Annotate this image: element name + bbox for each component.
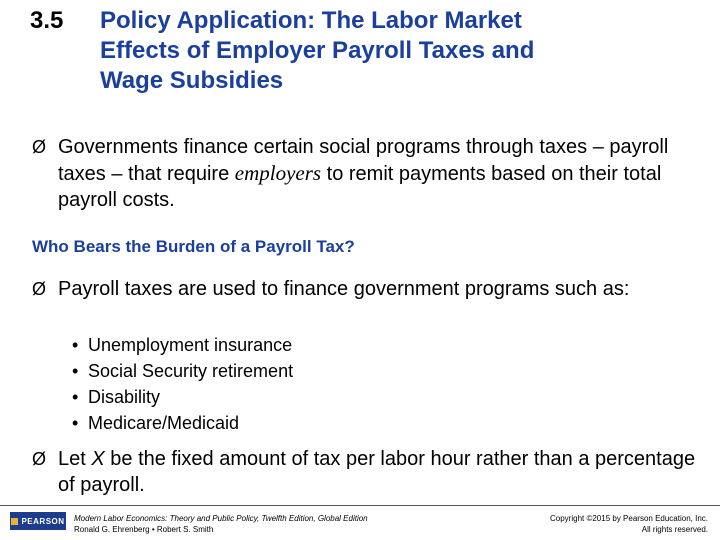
- bullet-1-text-after: to remit payments based on their total payroll costs.: [58, 163, 662, 211]
- pearson-logo: PEARSON: [10, 512, 66, 530]
- title-line-3: Wage Subsidies: [100, 67, 284, 94]
- arrow-bullet-icon: Ø: [32, 449, 47, 469]
- footer-book-title: Modern Labor Economics: Theory and Public Policy, Twelfth Edition, Global Edition: [74, 514, 368, 523]
- bullet-dot-icon: •: [72, 335, 79, 355]
- arrow-bullet-icon: Ø: [32, 279, 47, 299]
- list-item: • Medicare/Medicaid: [72, 410, 293, 436]
- title-line-2: Effects of Employer Payroll Taxes and: [100, 37, 535, 64]
- bullet-dot-icon: •: [72, 361, 79, 381]
- bullet-3-variable: X: [91, 448, 105, 470]
- bullet-governments: [32, 134, 702, 213]
- bullet-1-text-before: Governments finance certain social programs through taxes – payroll taxes – that require: [58, 136, 669, 185]
- slide-title: [30, 6, 710, 96]
- footer-authors: Ronald G. Ehrenberg • Robert S. Smith: [74, 525, 214, 534]
- bullet-let-x: [32, 446, 702, 498]
- bullet-2-text: Payroll taxes are used to finance government programs such as:: [58, 278, 630, 300]
- pearson-logo-icon: [11, 518, 18, 525]
- bullet-3-text-after: be the fixed amount of tax per labor hour rather than a percentage of payroll.: [58, 448, 696, 496]
- footer-citation: [74, 513, 368, 535]
- bullet-1-emphasis: employers: [234, 161, 322, 185]
- footer-divider: [0, 505, 720, 506]
- footer-rights-line: All rights reserved.: [641, 525, 708, 534]
- list-item: • Disability: [72, 384, 293, 410]
- arrow-bullet-icon: Ø: [32, 137, 47, 157]
- footer-copyright-line: Copyright ©2015 by Pearson Education, Inc.: [550, 514, 708, 523]
- bullet-3-text-before: Let: [58, 448, 92, 470]
- footer-copyright: [550, 513, 708, 535]
- list-item: • Unemployment insurance: [72, 332, 293, 358]
- bullet-dot-icon: •: [72, 387, 79, 407]
- subheading: Who Bears the Burden of a Payroll Tax?: [32, 237, 355, 256]
- bullet-dot-icon: •: [72, 413, 79, 433]
- programs-list: [72, 332, 293, 436]
- title-line-1: Policy Application: The Labor Market: [100, 7, 522, 34]
- list-item: • Social Security retirement: [72, 358, 293, 384]
- bullet-payroll-taxes: [32, 276, 702, 302]
- section-number: 3.5: [30, 7, 64, 34]
